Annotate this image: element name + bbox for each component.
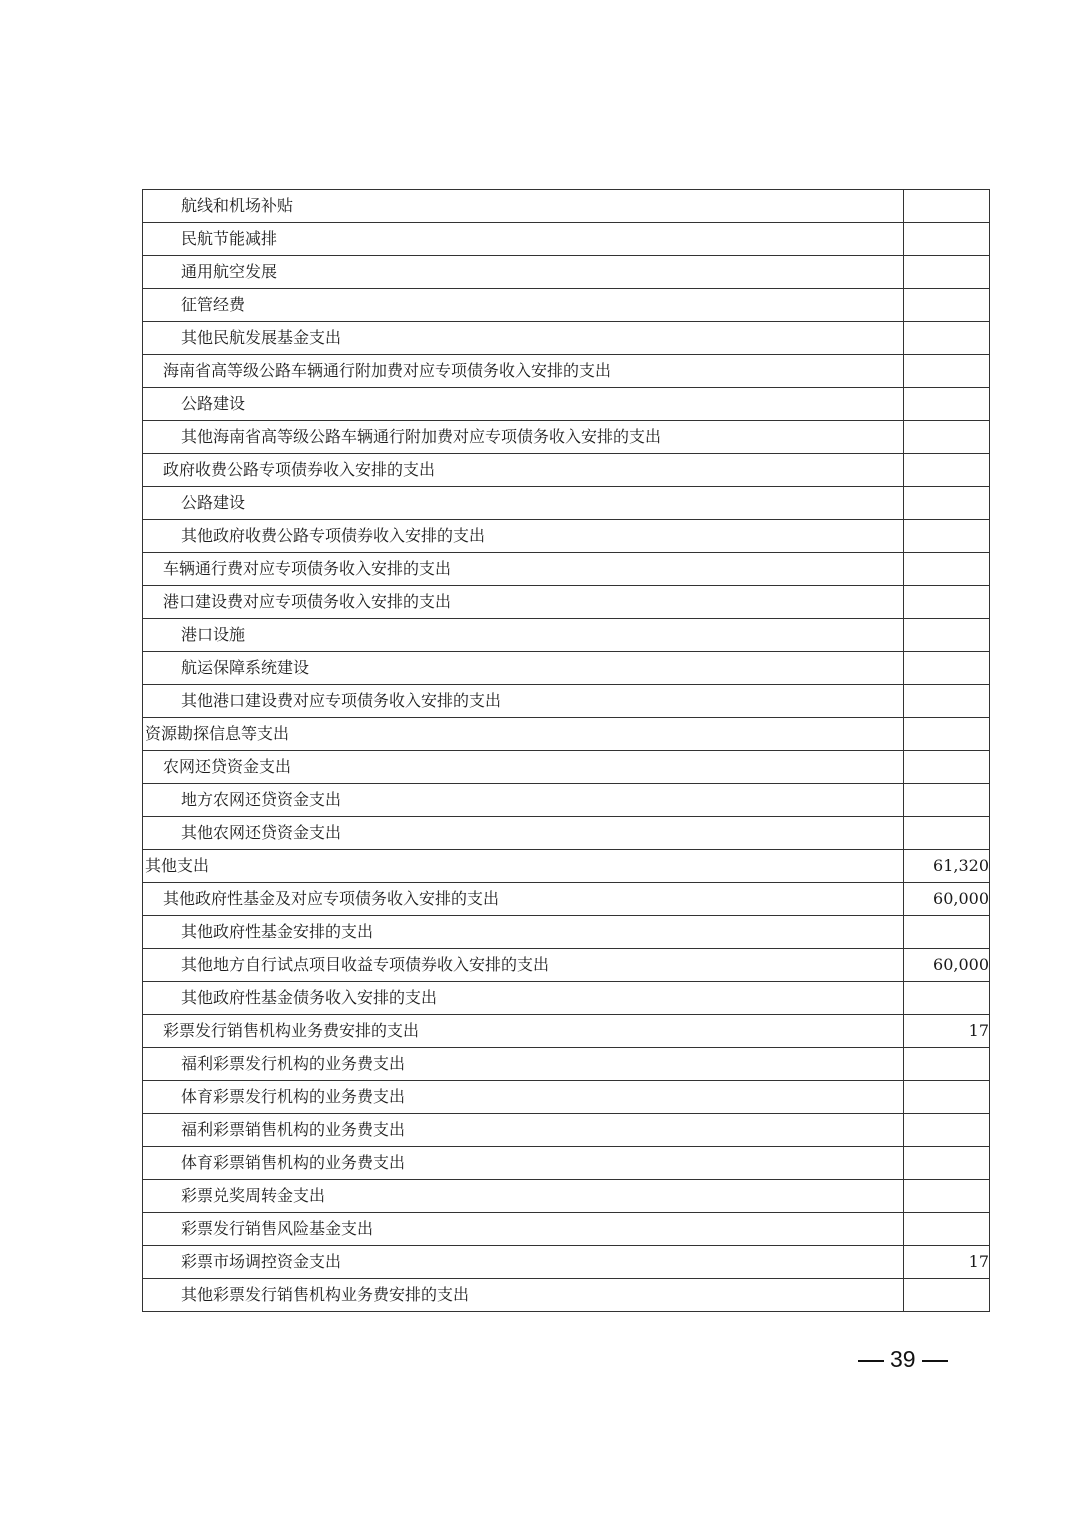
amount-cell: 61,320: [904, 850, 990, 883]
item-name-cell: 其他支出: [143, 850, 904, 883]
table-row: [143, 1015, 990, 1048]
amount-cell: [904, 982, 990, 1015]
table-row: [143, 190, 990, 223]
table-row: [143, 916, 990, 949]
item-name-cell: 其他农网还贷资金支出: [143, 817, 904, 850]
table-row: [143, 1147, 990, 1180]
amount-cell: [904, 1147, 990, 1180]
amount-cell: [904, 619, 990, 652]
table-row: [143, 883, 990, 916]
table-row: [143, 553, 990, 586]
item-name-cell: 地方农网还贷资金支出: [143, 784, 904, 817]
item-name-cell: 资源勘探信息等支出: [143, 718, 904, 751]
amount-cell: [904, 289, 990, 322]
table-row: [143, 223, 990, 256]
table-row: [143, 751, 990, 784]
amount-cell: [904, 322, 990, 355]
item-name-cell: 港口建设费对应专项债务收入安排的支出: [143, 586, 904, 619]
table-row: [143, 322, 990, 355]
amount-cell: [904, 652, 990, 685]
budget-table-body: [143, 190, 990, 1312]
item-name-cell: 体育彩票发行机构的业务费支出: [143, 1081, 904, 1114]
item-name-cell: 港口设施: [143, 619, 904, 652]
item-name-cell: 其他政府性基金债务收入安排的支出: [143, 982, 904, 1015]
item-name-cell: 其他政府收费公路专项债券收入安排的支出: [143, 520, 904, 553]
table-row: [143, 718, 990, 751]
amount-cell: [904, 421, 990, 454]
table-row: [143, 586, 990, 619]
amount-cell: [904, 1048, 990, 1081]
table-row: [143, 850, 990, 883]
item-name-cell: 其他海南省高等级公路车辆通行附加费对应专项债务收入安排的支出: [143, 421, 904, 454]
table-row: [143, 982, 990, 1015]
item-name-cell: 农网还贷资金支出: [143, 751, 904, 784]
amount-cell: 17: [904, 1246, 990, 1279]
amount-cell: [904, 256, 990, 289]
item-name-cell: 其他政府性基金安排的支出: [143, 916, 904, 949]
table-row: [143, 1114, 990, 1147]
amount-cell: [904, 1213, 990, 1246]
amount-cell: [904, 388, 990, 421]
table-row: [143, 1213, 990, 1246]
amount-cell: [904, 223, 990, 256]
table-row: [143, 784, 990, 817]
table-row: [143, 685, 990, 718]
item-name-cell: 航线和机场补贴: [143, 190, 904, 223]
table-row: [143, 421, 990, 454]
amount-cell: [904, 685, 990, 718]
amount-cell: [904, 1279, 990, 1312]
item-name-cell: 其他民航发展基金支出: [143, 322, 904, 355]
amount-cell: [904, 553, 990, 586]
item-name-cell: 航运保障系统建设: [143, 652, 904, 685]
table-row: [143, 454, 990, 487]
table-row: [143, 1048, 990, 1081]
budget-table: [142, 189, 990, 1312]
table-row: [143, 355, 990, 388]
table-row: [143, 520, 990, 553]
table-row: [143, 949, 990, 982]
table-row: [143, 388, 990, 421]
amount-cell: [904, 916, 990, 949]
right-dash: [922, 1360, 948, 1362]
item-name-cell: 公路建设: [143, 487, 904, 520]
item-name-cell: 政府收费公路专项债券收入安排的支出: [143, 454, 904, 487]
amount-cell: [904, 520, 990, 553]
table-row: [143, 1279, 990, 1312]
item-name-cell: 其他港口建设费对应专项债务收入安排的支出: [143, 685, 904, 718]
amount-cell: [904, 190, 990, 223]
item-name-cell: 体育彩票销售机构的业务费支出: [143, 1147, 904, 1180]
item-name-cell: 海南省高等级公路车辆通行附加费对应专项债务收入安排的支出: [143, 355, 904, 388]
page-number-text: 39: [890, 1346, 916, 1372]
item-name-cell: 征管经费: [143, 289, 904, 322]
amount-cell: [904, 784, 990, 817]
amount-cell: [904, 1081, 990, 1114]
amount-cell: [904, 1114, 990, 1147]
item-name-cell: 车辆通行费对应专项债务收入安排的支出: [143, 553, 904, 586]
amount-cell: [904, 817, 990, 850]
amount-cell: [904, 751, 990, 784]
table-row: [143, 619, 990, 652]
amount-cell: [904, 1180, 990, 1213]
amount-cell: 60,000: [904, 949, 990, 982]
page-number: [852, 1344, 954, 1374]
item-name-cell: 彩票发行销售风险基金支出: [143, 1213, 904, 1246]
left-dash: [858, 1360, 884, 1362]
table-row: [143, 652, 990, 685]
amount-cell: [904, 355, 990, 388]
item-name-cell: 彩票发行销售机构业务费安排的支出: [143, 1015, 904, 1048]
amount-cell: 60,000: [904, 883, 990, 916]
table-row: [143, 1081, 990, 1114]
table-row: [143, 817, 990, 850]
table-row: [143, 1246, 990, 1279]
amount-cell: [904, 454, 990, 487]
amount-cell: [904, 586, 990, 619]
amount-cell: [904, 718, 990, 751]
table-row: [143, 1180, 990, 1213]
item-name-cell: 福利彩票销售机构的业务费支出: [143, 1114, 904, 1147]
item-name-cell: 福利彩票发行机构的业务费支出: [143, 1048, 904, 1081]
item-name-cell: 通用航空发展: [143, 256, 904, 289]
table-row: [143, 256, 990, 289]
item-name-cell: 其他地方自行试点项目收益专项债券收入安排的支出: [143, 949, 904, 982]
table-row: [143, 487, 990, 520]
item-name-cell: 民航节能减排: [143, 223, 904, 256]
item-name-cell: 彩票市场调控资金支出: [143, 1246, 904, 1279]
item-name-cell: 其他政府性基金及对应专项债务收入安排的支出: [143, 883, 904, 916]
item-name-cell: 其他彩票发行销售机构业务费安排的支出: [143, 1279, 904, 1312]
item-name-cell: 彩票兑奖周转金支出: [143, 1180, 904, 1213]
table-row: [143, 289, 990, 322]
amount-cell: 17: [904, 1015, 990, 1048]
amount-cell: [904, 487, 990, 520]
item-name-cell: 公路建设: [143, 388, 904, 421]
